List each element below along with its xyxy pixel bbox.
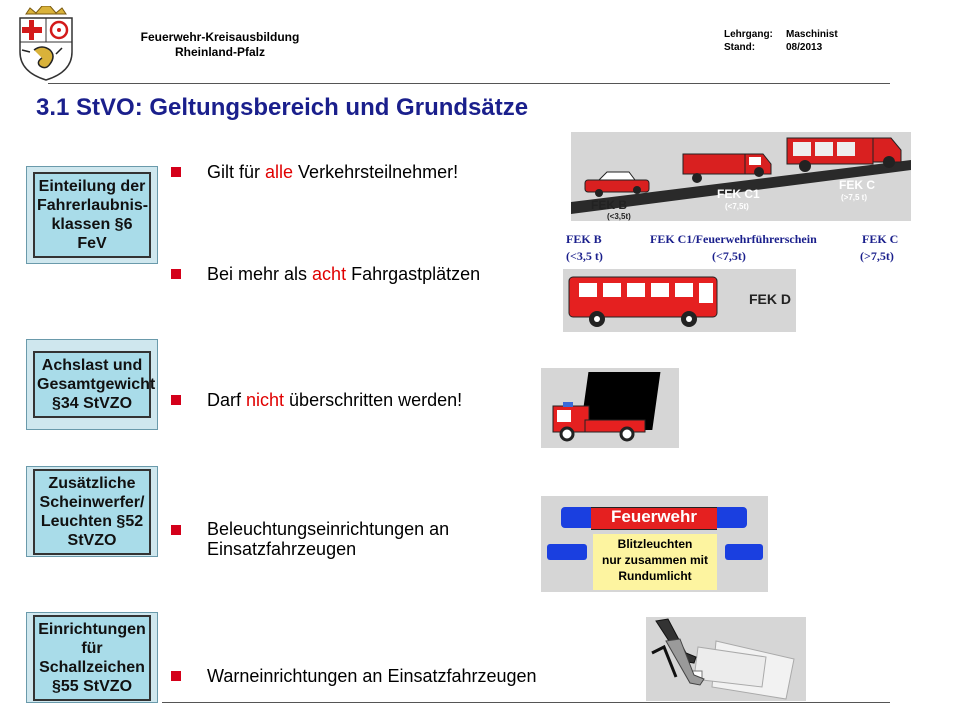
fek-c-weight: (>7,5 t) xyxy=(841,193,868,202)
footer-divider xyxy=(162,702,890,703)
bullet-text: Darf nicht überschritten werden! xyxy=(207,390,463,410)
fire-truck-icon xyxy=(585,172,649,197)
caption-fek-c-weight: (>7,5t) xyxy=(860,249,894,263)
flash-light-left xyxy=(547,544,587,560)
truck-load-image xyxy=(541,368,679,448)
page-title: 3.1 StVO: Geltungsbereich und Grundsätze xyxy=(36,94,529,121)
organization-name xyxy=(110,30,330,60)
sidebox-scheinwerfer xyxy=(26,466,158,557)
bullet-text: Beleuchtungseinrichtungen an Einsatzfahrzeugen xyxy=(207,519,450,559)
bullet-text: Bei mehr als acht Fahrgastplätzen xyxy=(207,264,481,284)
bullet-text: Warneinrichtungen an Einsatzfahrzeugen xyxy=(207,666,537,686)
caption-fek-b: FEK B xyxy=(566,232,602,246)
caption-fek-b-weight: (<3,5 t) xyxy=(566,249,603,263)
bullet-marker xyxy=(171,525,181,535)
fek-c-label: FEK C xyxy=(839,178,875,192)
organization-line-2: Rheinland-Pfalz xyxy=(174,45,265,59)
sidebox-label: Achslast und Gesamtgewicht §34 StVZO xyxy=(33,351,151,418)
organization-line-1: Feuerwehr-Kreisausbildung xyxy=(140,30,300,44)
light-bar-left xyxy=(561,507,595,528)
flash-light-right xyxy=(725,544,763,560)
flash-note-line-1: Blitzleuchten xyxy=(617,537,693,551)
flash-note-line-3: Rundumlicht xyxy=(618,569,692,583)
bullet-text: Gilt für alle Verkehrsteilnehmer! xyxy=(207,162,459,182)
caption-fek-c1: FEK C1/Feuerwehrführerschein xyxy=(650,232,817,246)
fek-c1-label: FEK C1 xyxy=(717,187,760,201)
fek-b-label: FEK B xyxy=(591,198,627,212)
feuerwehr-label: Feuerwehr xyxy=(611,507,697,526)
horn-image xyxy=(646,617,806,701)
status-label: Stand: xyxy=(724,42,756,53)
caption-fek-c: FEK C xyxy=(862,232,899,246)
sidebox-schallzeichen xyxy=(26,612,158,703)
coat-of-arms-icon xyxy=(16,6,76,82)
bullet-marker xyxy=(171,167,181,177)
sidebox-label: Einrichtungen für Schallzeichen §55 StVZO xyxy=(33,615,151,701)
sidebox-label: Zusätzliche Scheinwerfer/ Leuchten §52 StVZO xyxy=(33,469,151,555)
status-value: 08/2013 xyxy=(786,42,823,53)
bullet-marker xyxy=(171,395,181,405)
fek-classes-image xyxy=(571,132,911,221)
sidebox-fahrerlaubnis xyxy=(26,166,158,264)
horn-icon xyxy=(646,617,806,701)
course-label: Lehrgang: xyxy=(724,29,773,40)
fek-b-weight: (<3,5t) xyxy=(607,212,631,221)
lightbar-image xyxy=(541,496,768,592)
course-value: Maschinist xyxy=(786,29,838,40)
bullet-marker xyxy=(171,671,181,681)
bus-label: FEK D xyxy=(749,291,791,307)
fek-c1-weight: (<7,5t) xyxy=(725,202,749,211)
sidebox-label: Einteilung der Fahrerlaubnis-klassen §6 FeV xyxy=(33,172,151,258)
sidebox-achslast xyxy=(26,339,158,430)
flash-light-note xyxy=(593,534,717,590)
bus-image xyxy=(563,269,796,332)
bullet-marker xyxy=(171,269,181,279)
bus-icon xyxy=(563,269,796,332)
header-divider xyxy=(48,83,890,84)
caption-fek-c1-weight: (<7,5t) xyxy=(712,249,746,263)
flash-note-line-2: nur zusammen mit xyxy=(601,553,709,567)
course-info xyxy=(724,28,854,54)
light-bar-right xyxy=(713,507,747,528)
